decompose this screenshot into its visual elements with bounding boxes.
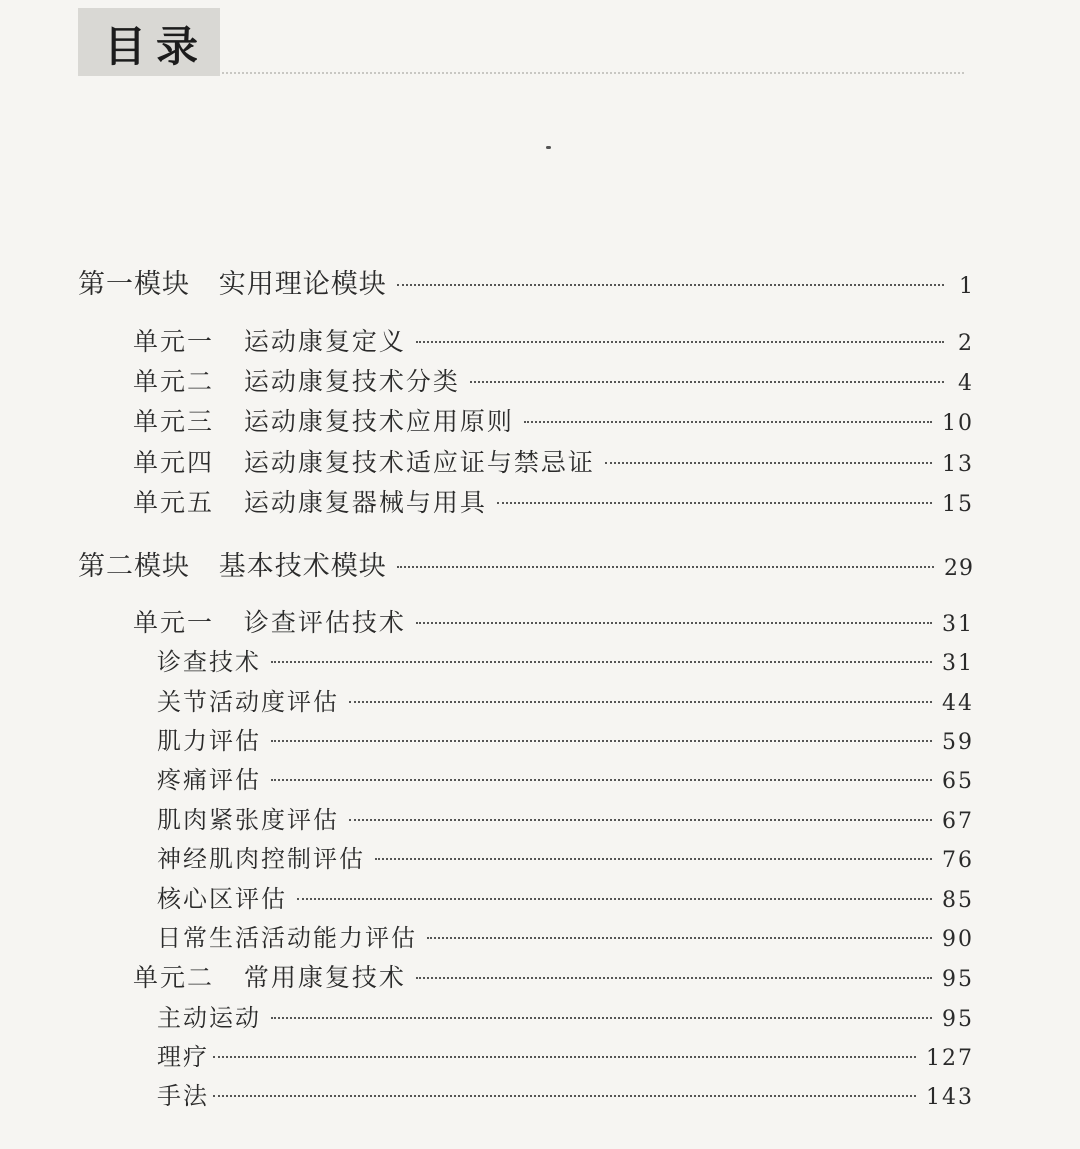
toc-entry[interactable] [157, 642, 974, 682]
toc-page-number: 85 [942, 888, 974, 913]
toc-entry[interactable] [133, 402, 974, 442]
toc-dot-leader [271, 661, 932, 663]
toc-dot-leader [213, 1095, 916, 1097]
toc-entry-label: 神经肌肉控制评估 [157, 845, 365, 873]
toc-entry-label: 核心区评估 [157, 885, 287, 913]
toc-dot-leader [397, 284, 944, 286]
toc-dot-leader [271, 1017, 932, 1019]
toc-entry[interactable] [157, 800, 974, 840]
toc-page-number: 31 [942, 612, 974, 637]
toc-dot-leader [605, 462, 932, 464]
toc-page-number: 29 [944, 556, 974, 581]
toc-page-number: 90 [942, 927, 974, 952]
toc-page-number: 65 [942, 769, 974, 794]
toc-entry-label: 单元二 常用康复技术 [133, 963, 406, 992]
toc-entry-label: 关节活动度评估 [157, 688, 339, 716]
toc-entry[interactable] [157, 721, 974, 761]
toc-entry[interactable] [133, 443, 974, 483]
toc-dot-leader [271, 779, 932, 781]
toc-entry-label: 肌肉紧张度评估 [157, 806, 339, 834]
toc-page-number: 59 [942, 730, 974, 755]
toc-entry-label: 诊查技术 [157, 648, 261, 676]
toc-entry[interactable] [157, 998, 974, 1038]
toc-entry-label: 日常生活活动能力评估 [157, 924, 417, 952]
toc-entry[interactable] [157, 760, 974, 800]
toc-page-number: 76 [942, 848, 974, 873]
toc-dot-leader [497, 502, 932, 504]
toc-page-number: 67 [942, 809, 974, 834]
toc-page-number: 10 [942, 411, 974, 436]
toc-dot-leader [397, 566, 934, 568]
toc-page-number: 127 [926, 1046, 974, 1071]
toc-entry-label: 疼痛评估 [157, 766, 261, 794]
toc-entry[interactable] [157, 682, 974, 722]
title-divider [222, 72, 964, 74]
toc-entry[interactable] [157, 1037, 974, 1077]
toc-entry[interactable] [157, 1076, 974, 1116]
toc-entry[interactable] [133, 958, 974, 998]
toc-entry[interactable] [157, 839, 974, 879]
toc-page-number: 31 [942, 651, 974, 676]
toc-entry-label: 单元二 运动康复技术分类 [133, 367, 460, 396]
toc-entry-label: 理疗 [157, 1043, 209, 1071]
toc-dot-leader [349, 701, 932, 703]
toc-entry-label: 单元四 运动康复技术适应证与禁忌证 [133, 448, 595, 477]
toc-page-number: 143 [926, 1085, 974, 1110]
toc-entry-label: 单元三 运动康复技术应用原则 [133, 407, 514, 436]
toc-dot-leader [213, 1056, 916, 1058]
toc-entry[interactable] [133, 483, 974, 523]
toc-page-number: 13 [942, 452, 974, 477]
toc-entry[interactable] [78, 262, 974, 302]
toc-page-number: 1 [959, 274, 974, 299]
toc-dot-leader [297, 898, 932, 900]
toc-entry-label: 肌力评估 [157, 727, 261, 755]
toc-dot-leader [524, 421, 932, 423]
toc-entry[interactable] [78, 544, 974, 584]
toc-dot-leader [470, 381, 944, 383]
toc-dot-leader [416, 622, 932, 624]
toc-entry[interactable] [133, 322, 974, 362]
toc-entry-label: 单元一 运动康复定义 [133, 327, 406, 356]
toc-dot-leader [416, 977, 932, 979]
toc-dot-leader [375, 858, 932, 860]
toc-dot-leader [416, 341, 944, 343]
toc-page-number: 95 [942, 967, 974, 992]
toc-entry-label: 第一模块 实用理论模块 [78, 269, 387, 300]
toc-entry[interactable] [133, 362, 974, 402]
toc-entry-label: 主动运动 [157, 1004, 261, 1032]
toc-entry[interactable] [133, 603, 974, 643]
toc-page-number: 4 [958, 371, 974, 396]
print-speck [546, 146, 551, 149]
toc-entry-label: 单元一 诊查评估技术 [133, 608, 406, 637]
toc-entry[interactable] [157, 879, 974, 919]
toc-page-number: 15 [942, 492, 974, 517]
toc-dot-leader [349, 819, 932, 821]
toc-entry-label: 第二模块 基本技术模块 [78, 551, 387, 582]
toc-page-number: 44 [942, 691, 974, 716]
page-title: 目录 [104, 22, 209, 71]
toc-dot-leader [427, 937, 932, 939]
toc-entry[interactable] [157, 918, 974, 958]
toc-entry-label: 手法 [157, 1082, 209, 1110]
toc-entry-label: 单元五 运动康复器械与用具 [133, 488, 487, 517]
toc-page-number: 2 [958, 331, 974, 356]
toc-dot-leader [271, 740, 932, 742]
toc-page-number: 95 [942, 1007, 974, 1032]
